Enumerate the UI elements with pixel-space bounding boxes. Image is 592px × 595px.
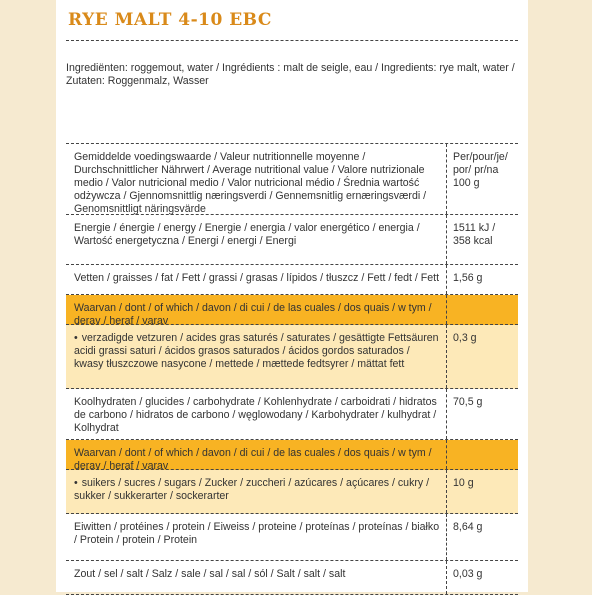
row-value: 1511 kJ / 358 kcal xyxy=(453,222,496,247)
row-label xyxy=(66,325,447,388)
row-label: Zout / sel / salt / Salz / sale / sal / sal / sól / Salt / salt / salt xyxy=(66,561,447,594)
row-value: 0,03 g xyxy=(453,568,483,580)
row-label: Waarvan / dont / of which / davon / di cui / de las cuales / dos quais / w tym / derav / heraf / varav xyxy=(66,295,447,324)
row-label-text: verzadigde vetzuren / acides gras saturés / saturates / gesättigte Fettsäuren acidi grassi saturi / ácidos grasos saturados / ácidos gordos saturados / kwasy tłuszczowe nasycone / mettede / mættede fedtsyrer / mättat fett xyxy=(74,332,439,370)
table-row-header xyxy=(66,144,518,215)
row-value xyxy=(447,295,518,324)
row-value: 0,3 g xyxy=(453,332,477,344)
row-value: 10 g xyxy=(453,477,474,489)
bullet: • xyxy=(74,477,78,489)
row-value: 1,56 g xyxy=(453,272,483,284)
row-label-text: suikers / sucres / sugars / Zucker / zuccheri / azúcares / açúcares / cukry / sukker / sukkerarter / sockerarter xyxy=(74,477,430,502)
table-row-salt xyxy=(66,561,518,595)
row-label: Energie / énergie / energy / Energie / energia / valor energético / energia / Wartość energetyczna / Energi / energi / Energi xyxy=(66,215,447,264)
nutrition-label xyxy=(56,0,528,592)
row-value xyxy=(447,440,518,469)
row-label xyxy=(66,470,447,513)
table-row-saturates xyxy=(66,325,518,389)
row-value: 8,64 g xyxy=(453,521,483,533)
table-row-fat xyxy=(66,265,518,295)
row-value: Per/pour/je/ por/ pr/na 100 g xyxy=(453,151,508,189)
ingredients-text: Ingrediënten: roggemout, water / Ingrédients : malt de seigle, eau / Ingredients: rye malt, water / Zutaten: Roggenmalz, Wasser xyxy=(66,62,515,87)
table-row-of-which xyxy=(66,440,518,470)
nutrition-table xyxy=(66,143,518,595)
product-title: RYE MALT 4-10 EBC xyxy=(68,10,272,30)
table-row-sugars xyxy=(66,470,518,514)
row-label: Waarvan / dont / of which / davon / di cui / de las cuales / dos quais / w tym / derav / heraf / varav xyxy=(66,440,447,469)
divider xyxy=(66,40,518,41)
table-row-of-which xyxy=(66,295,518,325)
table-row-energy xyxy=(66,215,518,265)
table-row-carbohydrate xyxy=(66,389,518,440)
row-value: 70,5 g xyxy=(453,396,483,408)
row-label: Koolhydraten / glucides / carbohydrate / Kohlenhydrate / carboidrati / hidratos de carbono / hidratos de carbono / węglowodany / Karbohydrater / kulhydrat / Kolhydrat xyxy=(66,389,447,439)
table-row-protein xyxy=(66,514,518,561)
bullet: • xyxy=(74,332,78,344)
row-label: Vetten / graisses / fat / Fett / grassi / grasas / lípidos / tłuszcz / Fett / fedt / Fett xyxy=(66,265,447,294)
row-label: Gemiddelde voedingswaarde / Valeur nutritionnelle moyenne / Durchschnittlicher Nährwert / Average nutritional value / Valore nutrizionale medio / Valor nutricional medio / Valor nutricional médio / Średnia wartość odżywcza / Gjennomsnittlig næringsverdi / Gennemsnitlig ernæringsværdi / Genomsnittligt näringsvärde xyxy=(66,144,447,214)
row-label: Eiwitten / protéines / protein / Eiweiss / proteine / proteínas / proteínas / białko / Protein / protein / Protein xyxy=(66,514,447,560)
